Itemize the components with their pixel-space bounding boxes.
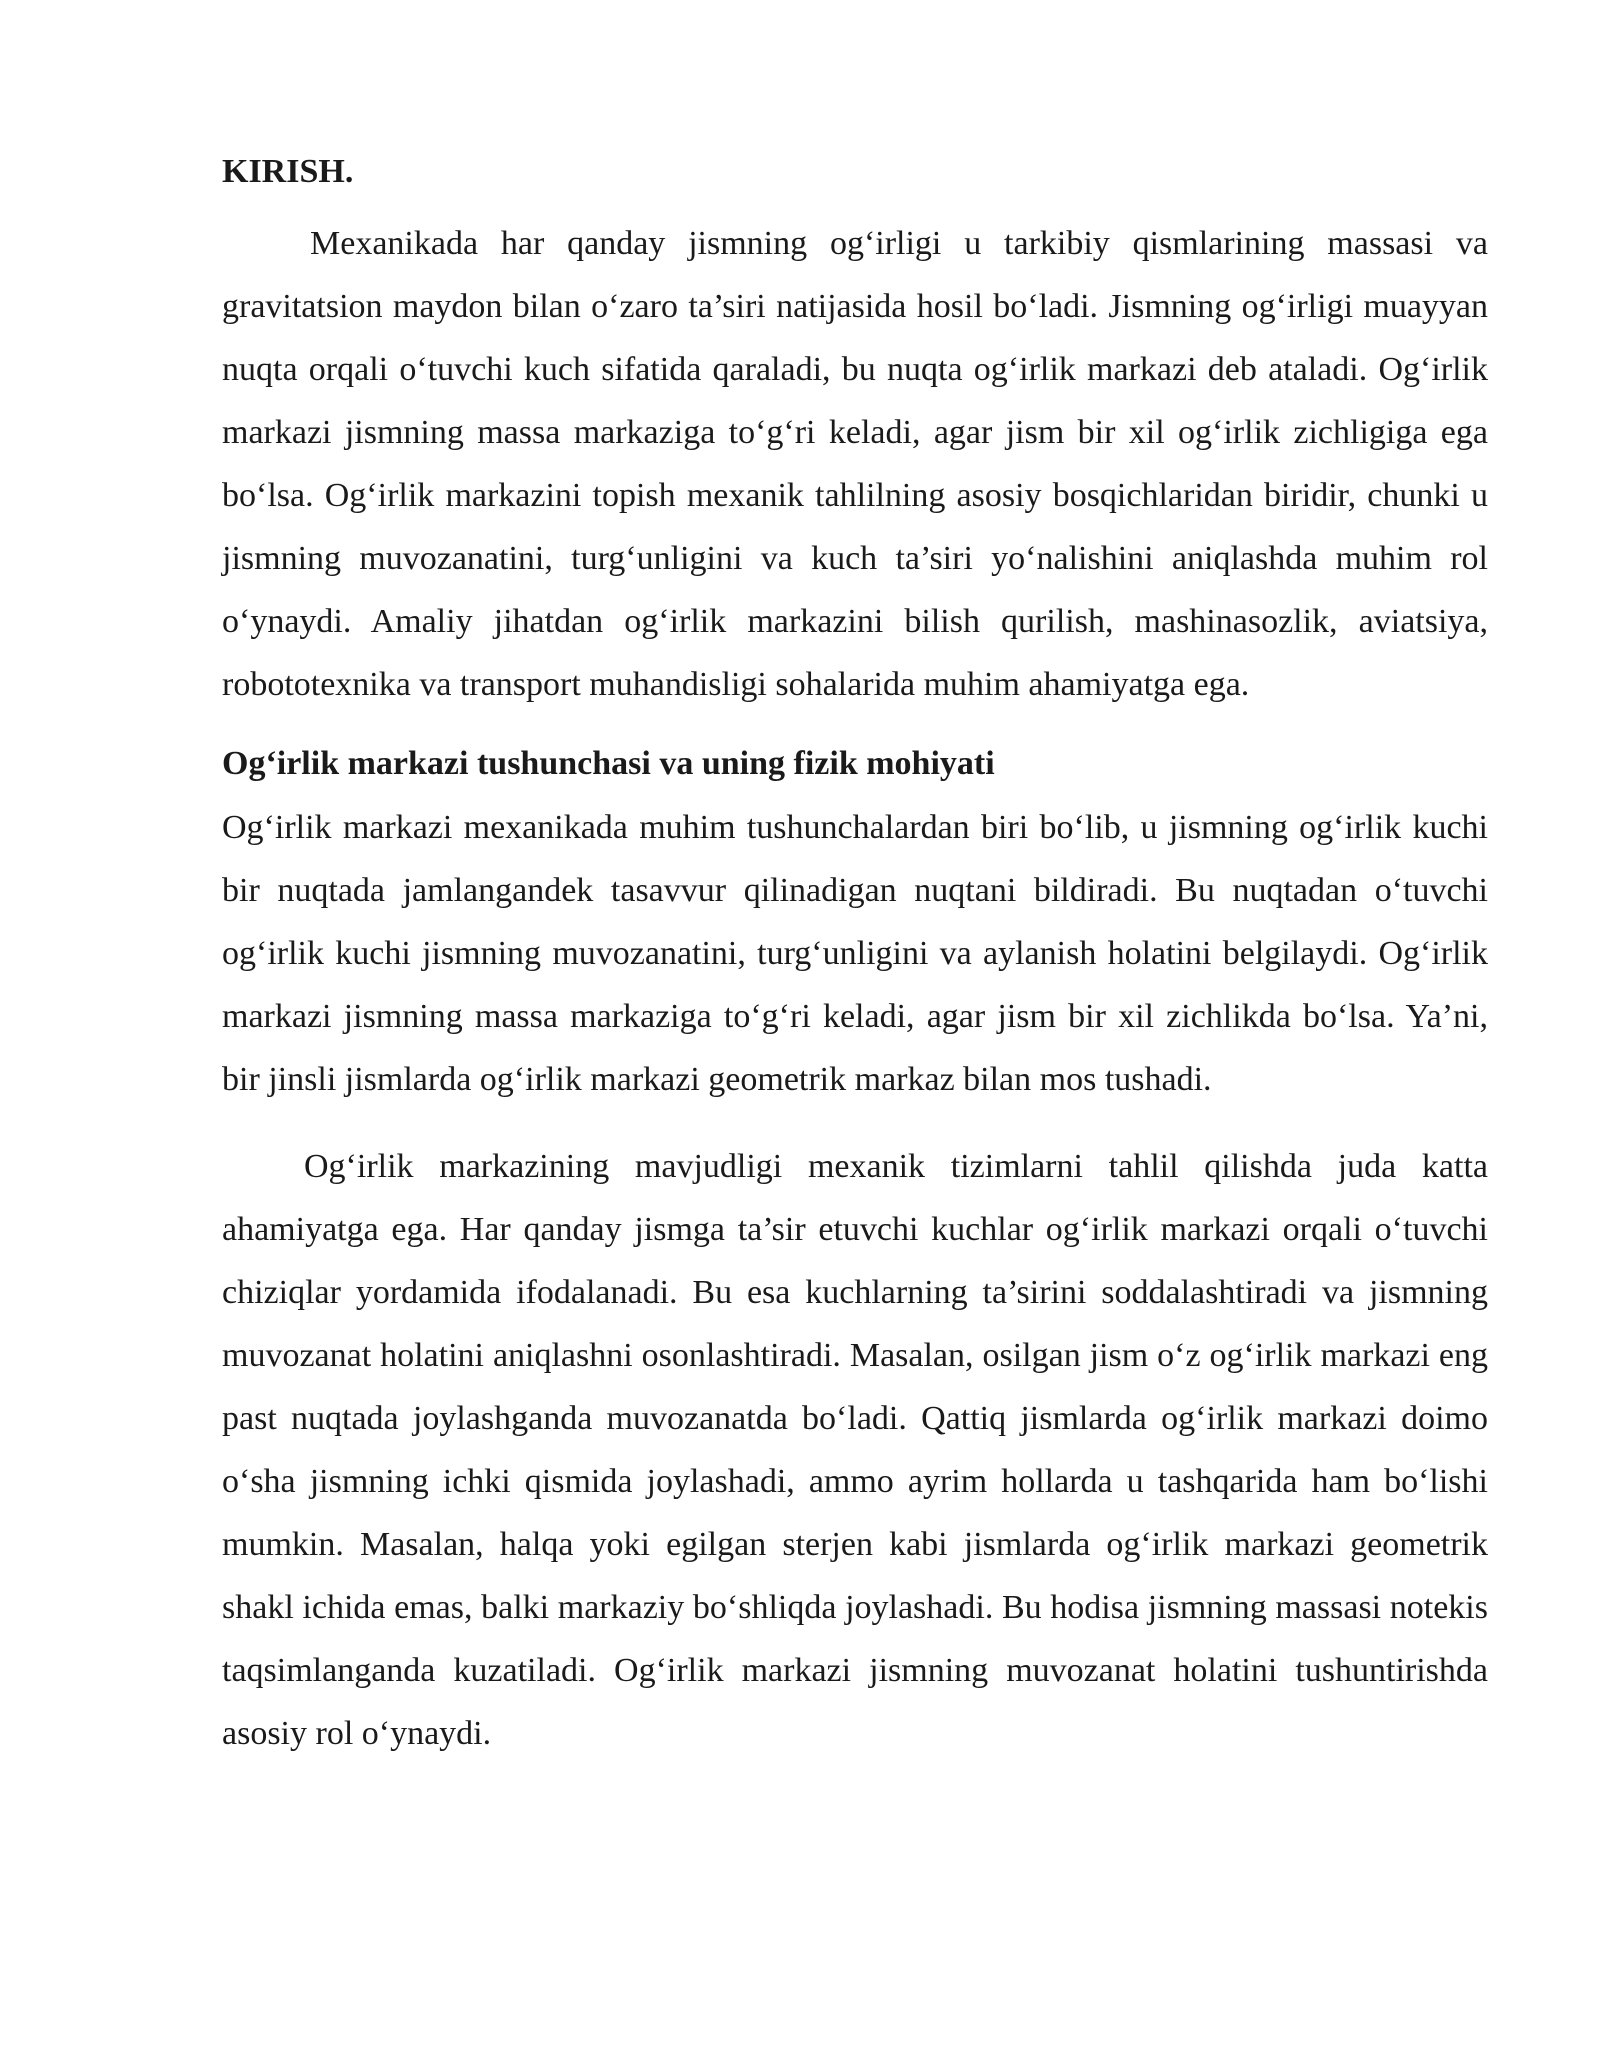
document-body xyxy=(222,148,1488,1765)
section-paragraph-1: Og‘irlik markazi mexanikada muhim tushunchalardan biri bo‘lib, u jismning og‘irlik kuchi bir nuqtada jamlangandek tasavvur qilinadigan nuqtani bildiradi. Bu nuqtadan o‘tuvchi og‘irlik kuchi jismning muvozanatini, turg‘unligini va aylanish holatini belgilaydi. Og‘irlik markazi jismning massa markaziga to‘g‘ri keladi, agar jism bir xil zichlikda bo‘lsa. Ya’ni, bir jinsli jismlarda og‘irlik markazi geometrik markaz bilan mos tushadi. xyxy=(222,809,1488,1098)
section-paragraph-2: Og‘irlik markazining mavjudligi mexanik tizimlarni tahlil qilishda juda katta ahamiyatga ega. Har qanday jismga ta’sir etuvchi kuchlar og‘irlik markazi orqali o‘tuvchi chiziqlar yordamida ifodalanadi. Bu esa kuchlarning ta’sirini soddalashtiradi va jismning muvozanat holatini aniqlashni osonlashtiradi. Masalan, osilgan jism o‘z og‘irlik markazi eng past nuqtada joylashganda muvozanatda bo‘ladi. Qattiq jismlarda og‘irlik markazi doimo o‘sha jismning ichki qismida joylashadi, ammo ayrim hollarda u tashqarida ham bo‘lishi mumkin. Masalan, halqa yoki egilgan sterjen kabi jismlarda og‘irlik markazi geometrik shakl ichida emas, balki markaziy bo‘shliqda joylashadi. Bu hodisa jismning massasi notekis taqsimlanganda kuzatiladi. Og‘irlik markazi jismning muvozanat holatini tushuntirishda asosiy rol o‘ynaydi. xyxy=(222,1148,1488,1752)
intro-paragraph: Mexanikada har qanday jismning og‘irligi u tarkibiy qismlarining massasi va gravitatsion maydon bilan o‘zaro ta’siri natijasida hosil bo‘ladi. Jismning og‘irligi muayyan nuqta orqali o‘tuvchi kuch sifatida qaraladi, bu nuqta og‘irlik markazi deb ataladi. Og‘irlik markazi jismning massa markaziga to‘g‘ri keladi, agar jism bir xil og‘irlik zichligiga ega bo‘lsa. Og‘irlik markazini topish mexanik tahlilning asosiy bosqichlaridan biridir, chunki u jismning muvozanatini, turg‘unligini va kuch ta’siri yo‘nalishini aniqlashda muhim rol o‘ynaydi. Amaliy jihatdan og‘irlik markazini bilish qurilish, mashinasozlik, aviatsiya, robototexnika va transport muhandisligi sohalarida muhim ahamiyatga ega. xyxy=(222,225,1488,703)
intro-heading: KIRISH. xyxy=(222,153,354,190)
section-heading: Og‘irlik markazi tushunchasi va uning fizik mohiyati xyxy=(222,745,995,782)
